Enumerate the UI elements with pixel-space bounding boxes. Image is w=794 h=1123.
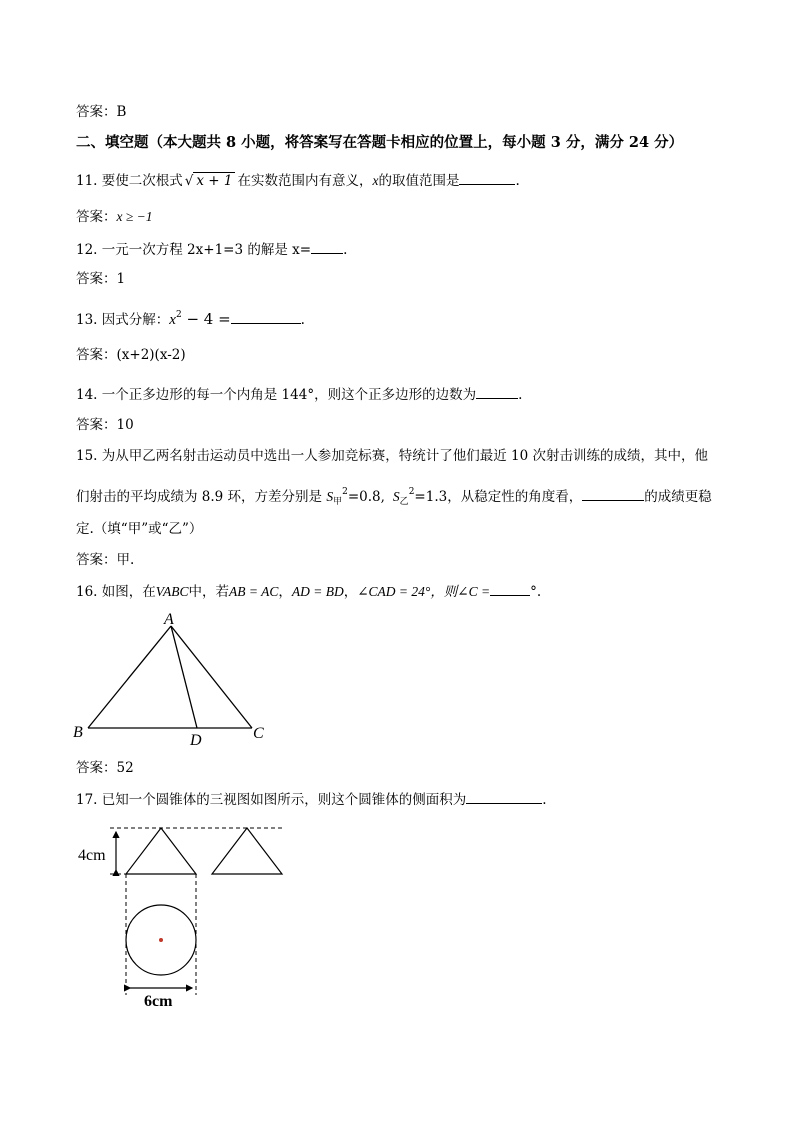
answer-blank[interactable] — [311, 240, 343, 254]
height-label: 4cm — [78, 847, 106, 864]
s-yi-val: =1.3，从稳定性的角度看， — [414, 489, 583, 505]
three-view-figure — [70, 820, 300, 1020]
edge-ad — [171, 626, 197, 728]
section-title: 二、填空题（本大题共 8 小题，将答案写在答题卡相应的位置上，每小题 3 分，满分 24 分） — [76, 134, 684, 151]
question-13 — [76, 306, 305, 329]
front-view-triangle — [126, 828, 196, 874]
triangle-figure — [70, 610, 280, 750]
edge-ac — [171, 626, 252, 728]
answer-blank[interactable] — [476, 385, 518, 399]
a11-expr: x ≥ −1 — [116, 209, 153, 224]
question-16: 16. 如图，在VABC中，若AB = AC，AD = BD，∠CAD = 24°，则∠C = °. — [76, 584, 542, 600]
answer-blank[interactable] — [459, 171, 515, 185]
q16-cond1: AB = AC — [229, 584, 279, 599]
question-15-line-1: 15. 为从甲乙两名射击运动员中选出一人参加竞标赛，特统计了他们最近 10 次射击训练的成绩，其中，他 — [76, 448, 709, 464]
sqrt-expression: √ x + 1 — [185, 172, 236, 190]
answer-12: 答案：1 — [76, 271, 126, 287]
q15-line2-b: 的成绩更稳 — [644, 489, 712, 505]
label-d: D — [190, 732, 202, 749]
q16-triangle: VABC — [155, 584, 189, 599]
s-jia-val: =0.8, — [347, 489, 385, 505]
q11-prefix: 11. 要使二次根式 — [76, 173, 183, 189]
question-15-line-2 — [76, 483, 712, 511]
q11-var: x — [372, 173, 379, 188]
answer-11 — [76, 208, 153, 226]
answer-blank[interactable] — [582, 487, 644, 501]
answer-15: 答案：甲. — [76, 552, 135, 568]
q11-end: . — [515, 173, 520, 189]
q17-end: . — [542, 792, 547, 808]
radicand: x + 1 — [193, 172, 235, 189]
s-jia-sub: 甲 — [333, 497, 343, 507]
answer-14: 答案：10 — [76, 417, 134, 433]
answer-blank[interactable] — [490, 582, 530, 596]
q16-cond2: AD = BD — [291, 584, 344, 599]
width-label: 6cm — [144, 993, 173, 1010]
label-a: A — [164, 611, 174, 628]
q16-mid: 中，若 — [188, 584, 230, 600]
question-12 — [76, 240, 347, 259]
s-yi-symbol: S — [392, 489, 400, 504]
s-jia-symbol: S — [326, 489, 334, 504]
q13-exponent: 2 — [175, 310, 182, 320]
answer-10: 答案：B — [76, 104, 127, 120]
center-dot — [159, 938, 163, 942]
q14-end: . — [518, 387, 523, 403]
s-jia-exp: 2 — [342, 487, 348, 497]
q16-cond3: ∠CAD = 24° — [357, 584, 431, 599]
q16-then: ，则∠C = — [430, 584, 491, 599]
side-view-triangle — [212, 828, 282, 874]
answer-13: 答案：(x+2)(x-2) — [76, 347, 186, 363]
q13-prefix: 13. 因式分解： — [76, 312, 170, 328]
answer-16: 答案：52 — [76, 760, 134, 776]
q13-end: . — [300, 312, 305, 328]
q17-text: 17. 已知一个圆锥体的三视图如图所示，则这个圆锥体的侧面积为 — [76, 792, 467, 808]
q13-base: x — [169, 312, 176, 328]
q11-suffix: 的取值范围是 — [378, 173, 460, 189]
q12-text: 12. 一元一次方程 2x+1=3 的解是 x= — [76, 242, 312, 258]
q11-mid: 在实数范围内有意义， — [237, 173, 373, 189]
q12-end: . — [343, 242, 348, 258]
a11-label: 答案： — [76, 209, 117, 225]
q16-degree: ° — [530, 584, 537, 600]
question-11 — [76, 171, 520, 190]
s-yi-sub: 乙 — [399, 497, 409, 507]
question-17 — [76, 790, 547, 809]
q16-prefix: 16. 如图，在 — [76, 584, 156, 600]
question-15-line-3: 定.（填“甲”或“乙”） — [76, 521, 203, 537]
q15-line2-a: 们射击的平均成绩为 8.9 环，方差分别是 — [76, 489, 327, 505]
q14-text: 14. 一个正多边形的每一个内角是 144°，则这个正多边形的边数为 — [76, 387, 477, 403]
q16-end: . — [536, 584, 542, 600]
answer-blank[interactable] — [466, 790, 542, 804]
q13-rest: − 4 = — [181, 310, 231, 328]
answer-blank[interactable] — [231, 310, 301, 324]
question-14 — [76, 385, 522, 404]
s-yi-exp: 2 — [408, 487, 415, 497]
edge-ab — [88, 626, 171, 728]
label-c: C — [253, 725, 264, 742]
label-b: B — [73, 724, 83, 741]
